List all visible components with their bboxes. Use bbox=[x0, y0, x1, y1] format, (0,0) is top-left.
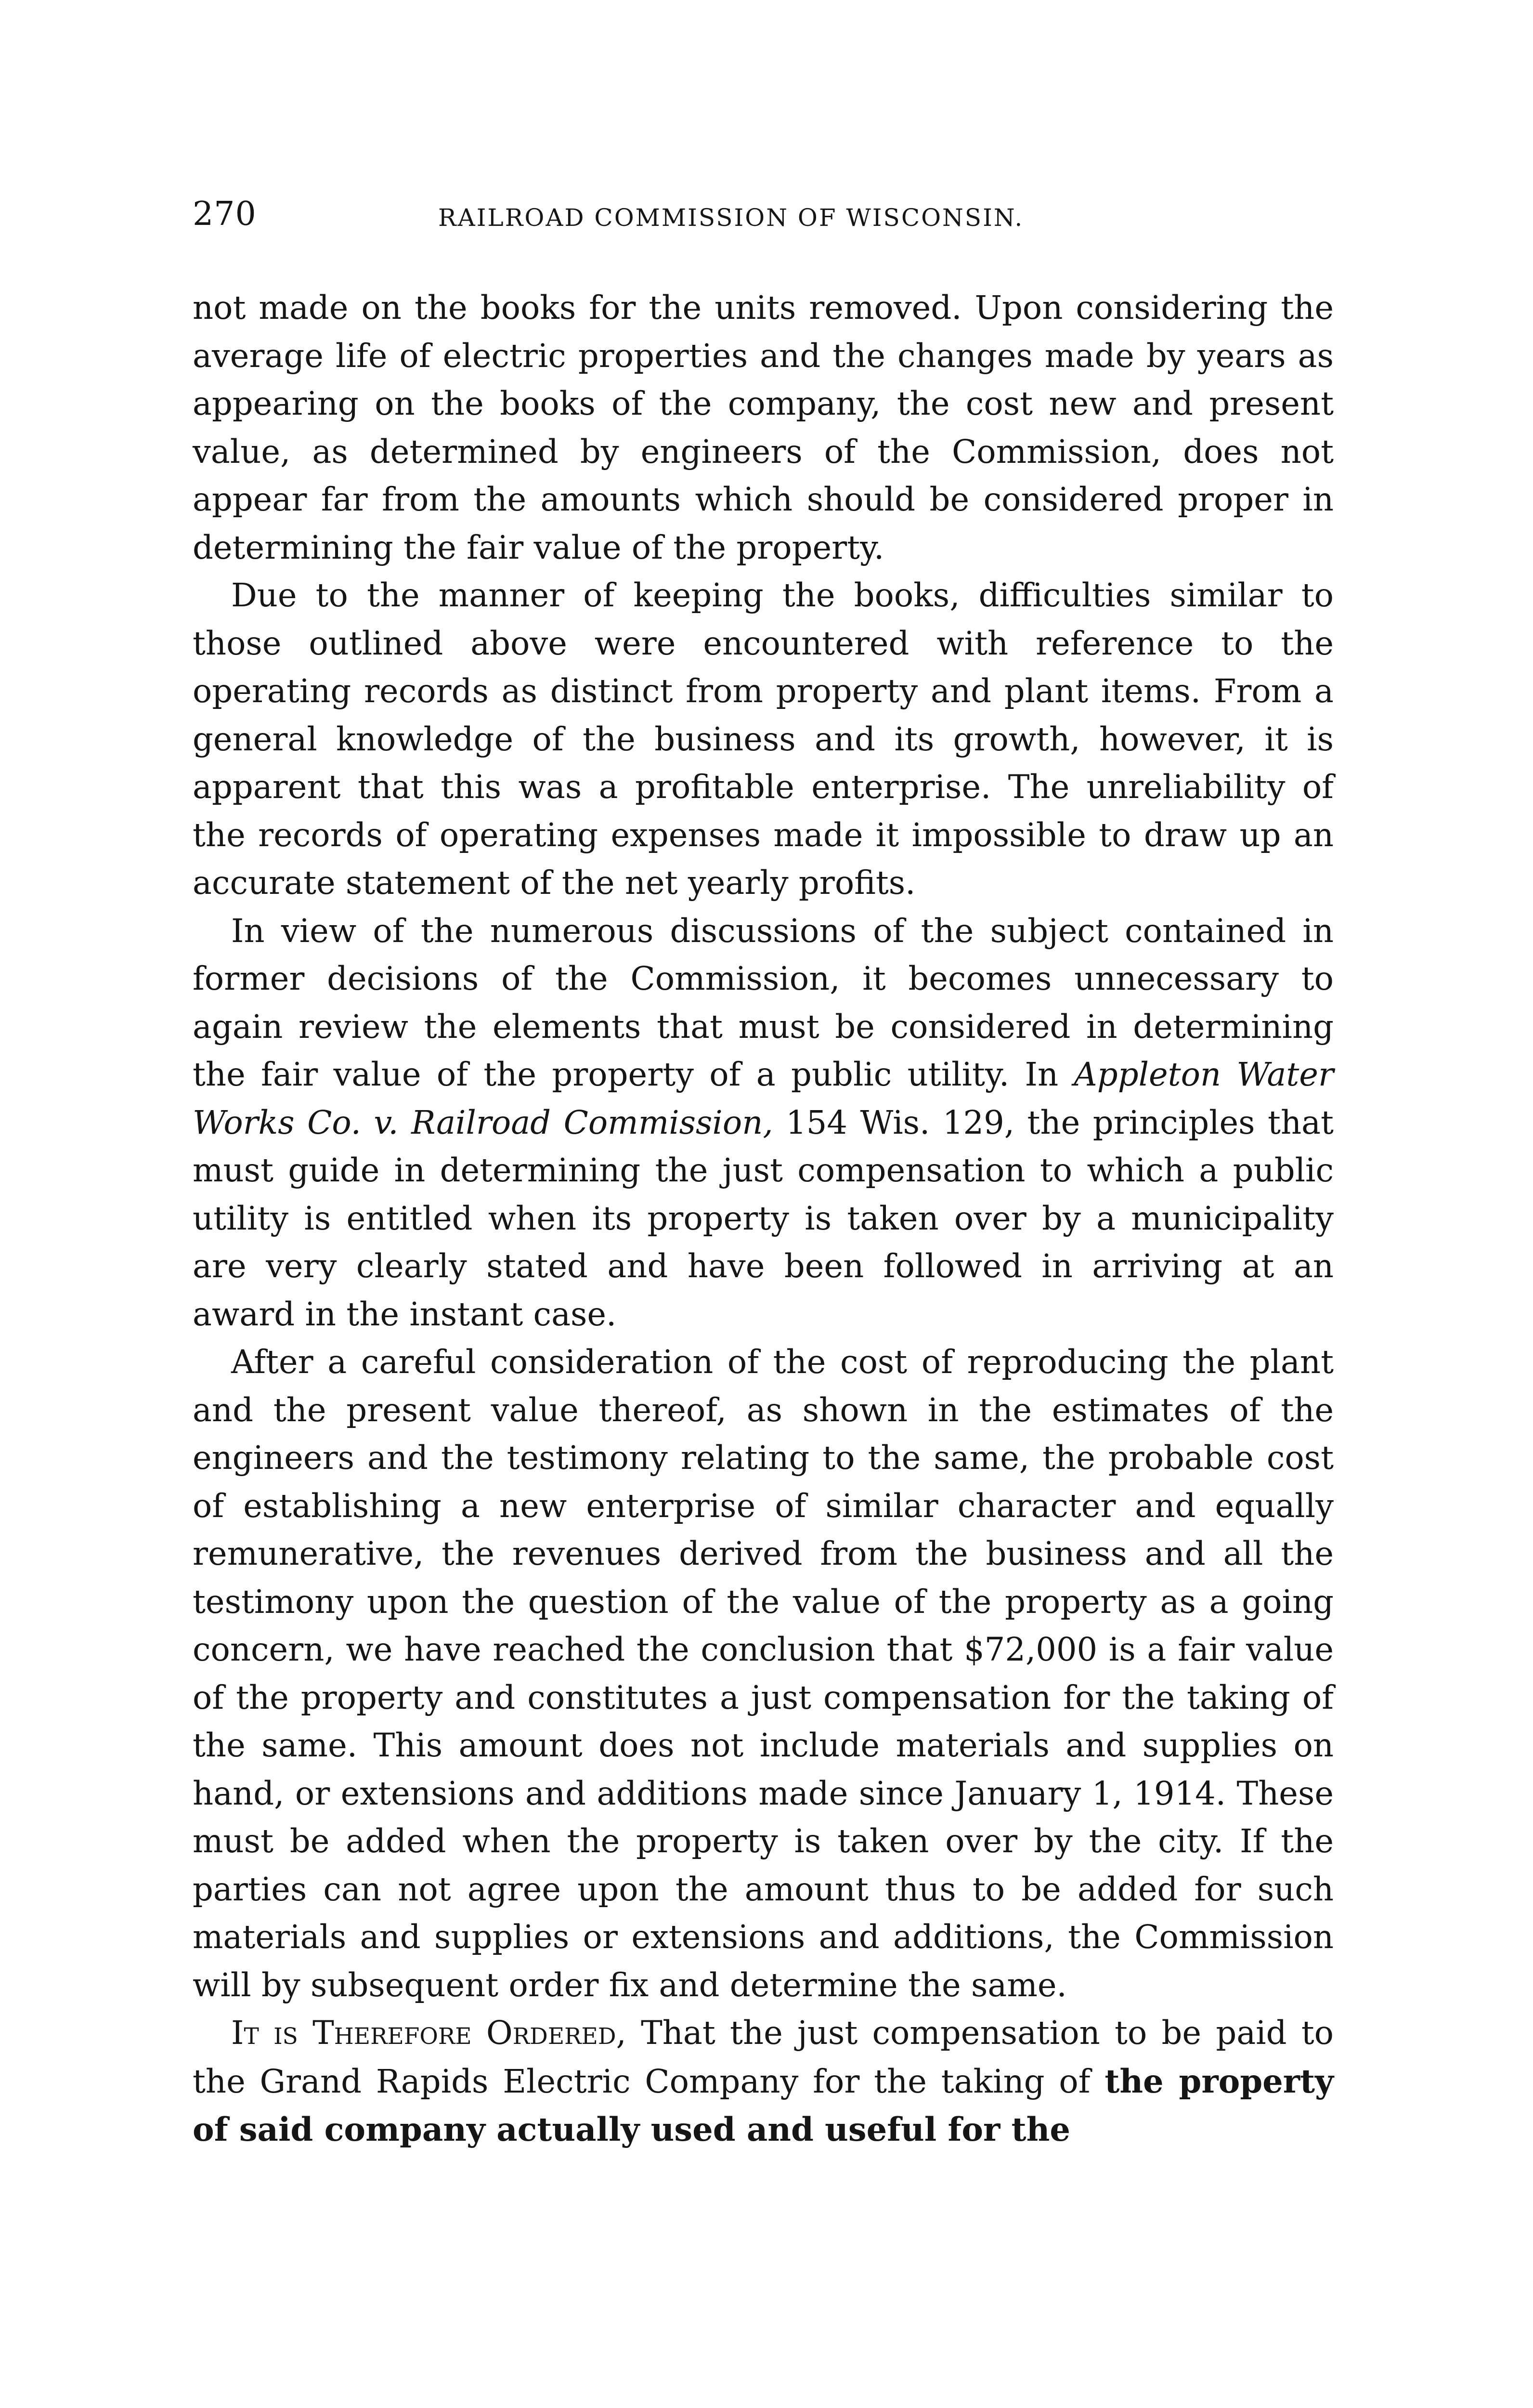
paragraph-3-part-a: In view of the numerous discussions of the subject contained in former decisions of the Commission, it becomes unnecessary to again review the elements that must be considered in determining the fair value of the property of a public utility. In bbox=[193, 912, 1334, 1093]
paragraph-5 bbox=[193, 2009, 1334, 2154]
paragraph-4: After a careful consideration of the cost of reproducing the plant and the present value thereof, as shown in the estimates of the engineers and the testimony relating to the same, the probable cost of establishing a new enterprise of similar character and equally remunerative, the revenues derived from the business and all the testimony upon the question of the value of the property as a going concern, we have reached the conclusion that $72,000 is a fair value of the property and constitutes a just compensation for the taking of the same. This amount does not include materials and supplies on hand, or extensions and additions made since January 1, 1914. These must be added when the property is taken over by the city. If the parties can not agree upon the amount thus to be added for such materials and supplies or extensions and additions, the Commission will by subsequent order fix and determine the same. bbox=[193, 1343, 1334, 2004]
page-number: 270 bbox=[193, 195, 257, 233]
page-header bbox=[193, 190, 1348, 248]
case-citation: Appleton Water Works Co. v. Railroad Commission, bbox=[193, 1056, 1334, 1141]
body-text bbox=[193, 284, 1334, 2154]
paragraph-1: not made on the books for the units removed. Upon considering the average life of electric properties and the changes made by years as appearing on the books of the company, the cost new and present value, as determined by engineers of the Commission, does not appear far from the amounts which should be considered proper in determining the fair value of the property. bbox=[193, 289, 1334, 566]
running-head: RAILROAD COMMISSION OF WISCONSIN. bbox=[438, 204, 1024, 232]
paragraph-3 bbox=[193, 907, 1334, 1339]
order-lead: It is Therefore Ordered, bbox=[231, 2014, 626, 2052]
order-text: That the just compensation to be paid to the Grand Rapids Electric Company for the taking of bbox=[193, 2014, 1334, 2100]
paragraph-2: Due to the manner of keeping the books, difficulties similar to those outlined above were encountered with reference to the operating records as distinct from property and plant items. From a general knowledge of the business and its growth, however, it is apparent that this was a profitable enterprise. The unreliability of the records of operating expenses made it impossible to draw up an accurate statement of the net yearly profits. bbox=[193, 576, 1334, 902]
paragraph-3-part-b: 154 Wis. 129, the principles that must guide in determining the just compensation to which a public utility is entitled when its property is taken over by a municipality are very clearly stated and have been followed in arriving at an award in the instant case. bbox=[193, 1103, 1334, 1333]
order-text-bold: the property of said company actually used and useful for the bbox=[193, 2062, 1334, 2148]
